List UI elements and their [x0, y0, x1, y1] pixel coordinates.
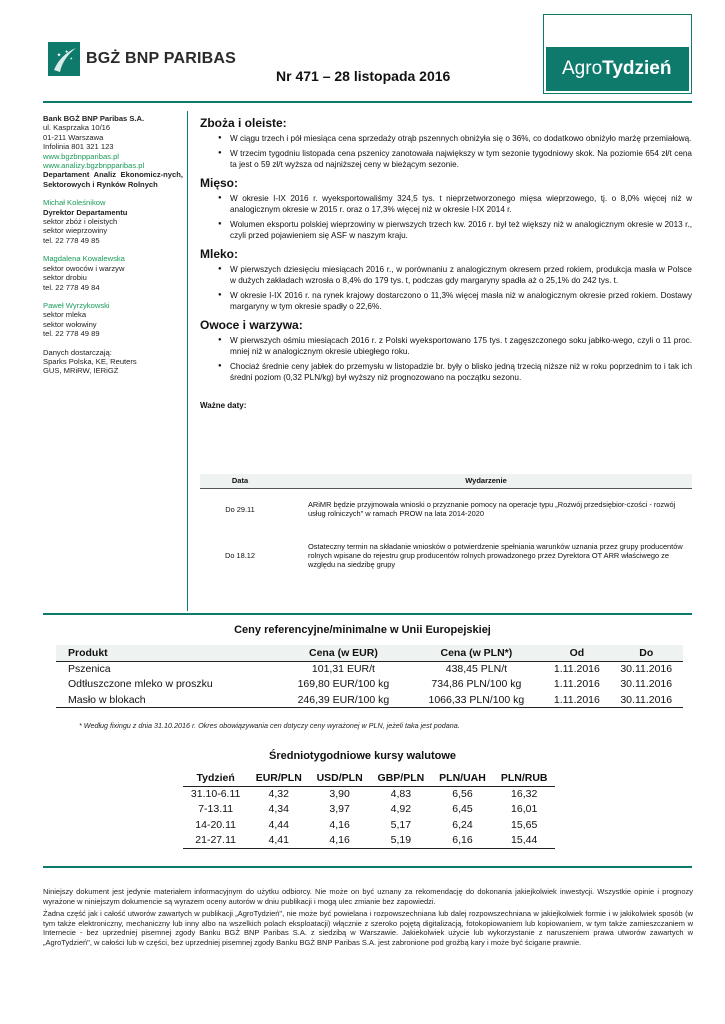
bank-logo — [48, 42, 236, 76]
bullet-item: ● W pierwszych dziesięciu miesiącach 2016 r., w porównaniu z analogicznym okresem przed rokiem, produkcja masła w Polsce w dużych zakładach wzrosła o 8,4% do 179 tys. t, podczas gdy margaryny spadła aż o 25,1% do 242 tys. t. — [200, 264, 692, 286]
agrotydzien-title — [546, 47, 689, 91]
week-cell: 14-20.11 — [195, 818, 236, 831]
table-header-row — [183, 770, 555, 786]
bullet-item: ● W pierwszych ośmiu miesiącach 2016 r. z Polski wyeksportowano 175 tys. t zagęszczonego soku jabłko-wego, czyli o 11 proc. mniej niż w analogicznym okresie ubiegłego roku. — [200, 335, 692, 357]
section-title: Mięso: — [200, 176, 239, 190]
address-line: 01-211 Warszawa — [43, 132, 104, 142]
column-header: Cena (w EUR) — [278, 645, 408, 661]
date-cell: Do 18.12 — [225, 550, 255, 560]
contact-sector: sektor wołowiny — [43, 319, 97, 329]
eu-prices-table — [56, 645, 683, 708]
contact-name: Michał Koleśnikow — [43, 198, 106, 208]
rate-cell: 3,97 — [329, 803, 350, 816]
table-row — [183, 786, 555, 802]
rate-cell: 5,19 — [370, 833, 432, 849]
contact-sector: sektor mleka — [43, 310, 87, 320]
rate-cell: 3,90 — [309, 786, 370, 802]
section-bullets — [200, 193, 692, 241]
rate-cell: 5,17 — [390, 818, 412, 831]
table-row — [56, 661, 683, 677]
analysis-link[interactable]: www.analizy.bgzbnpparibas.pl — [43, 161, 145, 171]
contact-sector: sektor drobiu — [43, 273, 87, 283]
rate-cell: 6,16 — [432, 833, 494, 849]
main-content — [200, 116, 692, 410]
bullet-item: ● Wolumen eksportu polskiej wieprzowiny w pierwszych trzech kw. 2016 r. był też większy niż w analogicznym okresie w 2013 r., czyli przed pojawieniem się ASF w naszym kraju. — [200, 219, 692, 241]
eu-prices-footnote: * Według fixingu z dnia 31.10.2016 r. Okres obowiązywania cen dotyczy ceny wyrażonej w PLN, jeżeli taka jest podana. — [79, 721, 460, 730]
column-header: Od — [544, 645, 609, 661]
rate-cell: 4,32 — [248, 786, 309, 802]
product-cell: Masło w blokach — [56, 692, 278, 708]
bnp-stars-icon — [48, 42, 80, 76]
bullet-item: ● W ciągu trzech i pół miesiąca cena sprzedaży otrąb pszennych obniżyła się o 36%, co dodatkowo obniżyło marżę przemiałową. — [200, 133, 692, 144]
table-row — [183, 802, 555, 818]
hotline: Infolinia 801 321 123 — [43, 142, 114, 152]
section-bullets — [200, 133, 692, 170]
pln-price-cell: 438,45 PLN/t — [408, 661, 544, 677]
product-cell: Pszenica — [56, 661, 278, 677]
pln-price-cell: 1066,33 PLN/100 kg — [408, 692, 544, 708]
important-dates-title: Ważne daty: — [200, 401, 247, 410]
column-header: EUR/PLN — [255, 771, 302, 784]
tydzien-word: Tydzień — [602, 58, 672, 79]
section-bullets — [200, 335, 692, 383]
disclaimer-paragraph: Niniejszy dokument jest jedynie materiałem informacyjnym do użytku odbiorcy. Nie może on być uznany za rekomendację do dokonania jakiejkolwiek inwestycji. Wszystkie opinie i prognozy wyrażone w niniejszym dokumencie są wyrazem oceny autorów w dniu publikacji i mogą ulec zmianie bez zapowiedzi. — [43, 887, 693, 906]
section-divider — [43, 613, 692, 615]
section-title: Owoce i warzywa: — [200, 318, 303, 332]
agrotydzien-badge — [543, 14, 692, 94]
data-sources-label: Danych dostarczają: — [43, 347, 112, 357]
week-cell: 7-13.11 — [198, 803, 234, 816]
rate-cell: 6,24 — [452, 818, 473, 831]
data-sources: Sparks Polska, KE, Reuters — [43, 356, 137, 366]
rate-cell: 4,16 — [309, 833, 370, 849]
table-row — [200, 530, 692, 580]
table-header-row — [56, 645, 683, 661]
event-cell: Ostateczny termin na składanie wniosków o potwierdzenie spełniania warunków uznania przez grupy producentów rolnych wpisane do rejestru grup producentów rolnych prowadzonego przez Dyrektora OT ARR właściwego ze względu na siedzibę grupy — [308, 541, 683, 569]
department-name: Departament Analiz Ekonomicz-nych, Sektorowych i Rynków Rolnych — [43, 170, 183, 189]
column-header: Cena (w PLN*) — [408, 645, 544, 661]
contact-phone: tel. 22 778 49 84 — [43, 282, 100, 292]
legal-disclaimer — [43, 887, 693, 951]
contact-name: Paweł Wyrzykowski — [43, 300, 110, 310]
eu-prices-title: Ceny referencyjne/minimalne w Unii Europejskiej — [234, 624, 491, 636]
sidebar — [43, 114, 183, 376]
column-header: Produkt — [56, 645, 278, 661]
fx-rates-table — [183, 770, 555, 849]
rate-cell: 16,32 — [493, 786, 555, 802]
rate-cell: 4,41 — [248, 833, 309, 849]
from-cell: 1.11.2016 — [544, 661, 609, 677]
sidebar-divider — [187, 111, 188, 611]
agro-word: Agro — [562, 58, 603, 79]
column-header: Data — [231, 476, 249, 486]
rate-cell: 4,92 — [390, 803, 412, 816]
section-title: Zboża i oleiste: — [200, 116, 287, 130]
event-cell: ARiMR będzie przyjmowała wnioski o przyznanie pomocy na operacje typu „Rozwój przedsiębior-czości - rozwój usług rolniczych" w ramach PROW na lata 2014-2020 — [308, 500, 676, 519]
to-cell: 30.11.2016 — [620, 678, 673, 691]
table-row — [183, 833, 555, 849]
website-link[interactable]: www.bgzbnpparibas.pl — [43, 151, 119, 161]
bullet-item: ● W trzecim tygodniu listopada cena pszenicy zanotowała największy w tym sezonie tygodniowy skok. Na poziomie 654 zł/t cena ta jest o 59 zł/t wyższa od najniższej ceny w bieżącym sezonie. — [200, 148, 692, 170]
table-row — [183, 817, 555, 833]
section-title: Mleko: — [200, 247, 239, 261]
footer-divider — [43, 866, 692, 868]
week-cell: 21-27.11 — [183, 833, 248, 849]
rate-cell: 4,83 — [370, 786, 432, 802]
bullet-item: ● W okresie I-IX 2016 r. na rynek krajowy dostarczono o 11,3% więcej masła niż w analogicznym okresie przed rokiem. Dostawy margaryny w tym okresie spadły o 22,6%. — [200, 290, 692, 312]
rate-cell: 6,45 — [452, 803, 473, 816]
table-row — [56, 677, 683, 693]
rate-cell: 4,44 — [268, 818, 289, 831]
to-cell: 30.11.2016 — [609, 661, 683, 677]
from-cell: 1.11.2016 — [553, 678, 600, 691]
eur-price-cell: 101,31 EUR/t — [278, 661, 408, 677]
data-sources: GUS, MRiRW, IERiGŻ — [43, 366, 119, 376]
rate-cell: 4,16 — [329, 818, 350, 831]
rate-cell: 15,44 — [493, 833, 555, 849]
rate-cell: 6,56 — [432, 786, 494, 802]
rate-cell: 4,34 — [268, 803, 289, 816]
table-row — [56, 692, 683, 708]
pln-price-cell: 734,86 PLN/100 kg — [431, 678, 522, 691]
column-header: Wydarzenie — [465, 476, 507, 486]
rate-cell: 15,65 — [511, 818, 538, 831]
from-cell: 1.11.2016 — [544, 692, 609, 708]
column-header: PLN/RUB — [500, 771, 548, 784]
week-cell: 31.10-6.11 — [183, 786, 248, 802]
header-divider — [43, 101, 692, 103]
issue-number: Nr 471 – 28 listopada 2016 — [276, 68, 451, 84]
fx-rates-title: Średniotygodniowe kursy walutowe — [268, 750, 457, 762]
column-header: Tydzień — [196, 771, 235, 784]
section-bullets — [200, 264, 692, 312]
rate-cell: 16,01 — [511, 803, 538, 816]
column-header: Do — [609, 645, 683, 661]
contact-phone: tel. 22 778 49 89 — [43, 329, 100, 339]
bullet-item: ● W okresie I-IX 2016 r. wyeksportowaliśmy 324,5 tys. t nieprzetworzonego mięsa wieprzowego, tj. o 8,0% więcej niż w analogicznym okresie w 2015 r. oraz o 17,3% więcej niż w okresie I-IX 2014 r. — [200, 193, 692, 215]
contact-sector: sektor wieprzowiny — [43, 226, 108, 236]
address-line: ul. Kasprzaka 10/16 — [43, 123, 111, 133]
disclaimer-paragraph: Żadna część jak i całość utworów zawartych w publikacji „AgroTydzień", nie może być powielana i rozpowszechniana lub dalej rozpowszechniana w jakiejkolwiek formie i w jakikolwiek sposób (w tym także elektroniczny, mechaniczny lub inny albo na wszelkich polach eksploatacji) włącznie z szeroko pojętą digitalizacją, fotokopiowaniem lub kopiowaniem, w tym także zamieszczaniem w Internecie - bez uprzedniej pisemnej zgody Banku BGŻ BNP Paribas S.A. z siedzibą w Warszawie. Jakiekolwiek użycie lub wykorzystanie z naruszeniem prawa utworów zawartych w „AgroTydzień", w całości lub w części, bez uprzedniej pisemnej zgody Banku BGŻ BNP Paribas S.A. jest zabronione pod groźbą kary i może być ścigane prawnie. — [43, 909, 693, 947]
contact-phone: tel. 22 778 49 85 — [43, 235, 100, 245]
eur-price-cell: 246,39 EUR/100 kg — [278, 692, 408, 708]
column-header: USD/PLN — [316, 771, 363, 784]
column-header: PLN/UAH — [439, 771, 486, 784]
bullet-item: ● Chociaż średnie ceny jabłek do przemysłu w listopadzie br. były o blisko jedną trzecią niższe niż w roku poprzednim to i tak ich średni poziom (0,32 PLN/kg) był wyższy niż prognozowano na początku sezonu. — [200, 361, 692, 383]
date-cell: Do 29.11 — [225, 504, 255, 514]
brand-name: BGŻ BNP PARIBAS — [86, 50, 236, 67]
table-header-row — [200, 474, 692, 488]
contact-sector: sektor owoców i warzyw — [43, 263, 125, 273]
product-cell: Odtłuszczone mleko w proszku — [68, 678, 213, 691]
table-row — [200, 488, 692, 530]
contact-role: Dyrektor Departamentu — [43, 207, 128, 217]
contact-name: Magdalena Kowalewska — [43, 254, 125, 264]
eur-price-cell: 169,80 EUR/100 kg — [297, 678, 390, 691]
important-dates-table — [200, 474, 692, 580]
bank-name: Bank BGŻ BNP Paribas S.A. — [43, 114, 145, 123]
column-header: GBP/PLN — [377, 771, 425, 784]
to-cell: 30.11.2016 — [609, 692, 683, 708]
contact-sector: sektor zbóż i oleistych — [43, 217, 118, 227]
